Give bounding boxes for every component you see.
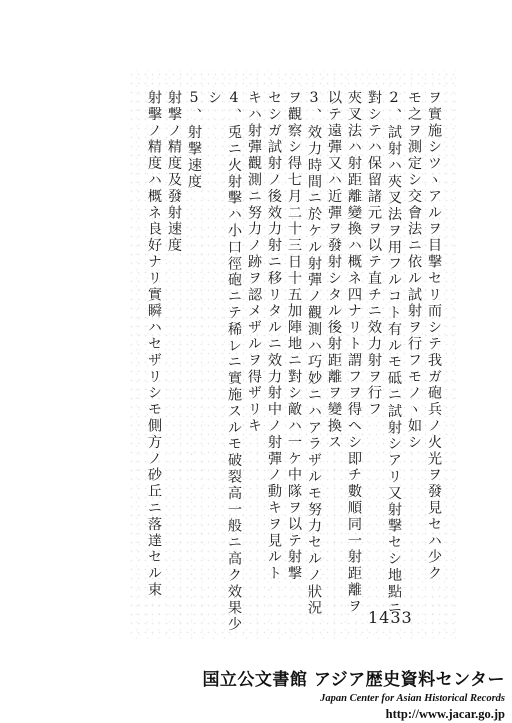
text-column: シ: [206, 90, 222, 107]
text-column: ヲ實施シツヽアルヲ目撃セリ而シテ我ガ砲兵ノ火光ヲ發見セハ少ク: [426, 90, 442, 582]
text-column: 對シテハ保留諸元ヲ以テ直チニ效力射ヲ行フ: [366, 90, 382, 418]
text-column: 射擊ノ精度ハ概ネ良好ナリ實瞬ハセザリシモ側方ノ砂丘ニ落達セル束: [146, 90, 162, 599]
text-column: 4、兎ニ火射擊ハ小口徑砲ニテ稀レニ實施スルモ破裂高一般ニ高ク效果少: [226, 90, 242, 633]
text-column: 3、效力時間ニ於ケル射彈ノ觀測ハ巧妙ニハアラザルモ努力セルノ狀況: [306, 90, 322, 617]
archive-footer: [200, 665, 505, 722]
text-column: 2、試射ハ夾叉法ヲ用フルコト有ルモ砥ニ試射シアリ又射撃セシ地點ニ: [386, 90, 402, 617]
text-column: 以テ遠彈又ハ近彈ヲ發射シタル後射距離ヲ變換ス: [326, 90, 342, 451]
text-column: セシガ試射ノ後效力射ニ移リタルニ效力射中ノ射彈ノ動キヲ見ルト: [266, 90, 282, 582]
text-column: キハ射彈觀測ニ努力ノ跡ヲ認メザルヲ得ザリキ: [246, 90, 262, 435]
text-column: 夾叉法ハ射距離變換ハ概ネ四ナリト謂フヲ得ヘシ即チ數順同一射距離ヲ: [346, 90, 362, 615]
archive-url: http://www.jacar.go.jp: [385, 707, 505, 721]
text-column: 5、射撃速度: [186, 90, 202, 191]
page-number: 1433: [368, 608, 413, 627]
text-column: モ之ヲ測定シ交會法ニ依ル試射ヲ行フモノヽ如シ: [406, 90, 422, 451]
text-column: 射撃ノ精度及發射速度: [166, 90, 182, 254]
archive-name-en: Japan Center for Asian Historical Records: [320, 693, 505, 704]
text-column: ヲ觀察シ得七月二十三日十五加陣地ニ對シ敵ハ一ケ中隊ヲ以テ射撃: [286, 90, 302, 582]
archive-name-jp: 国立公文書館 アジア歴史資料センター: [202, 670, 505, 690]
